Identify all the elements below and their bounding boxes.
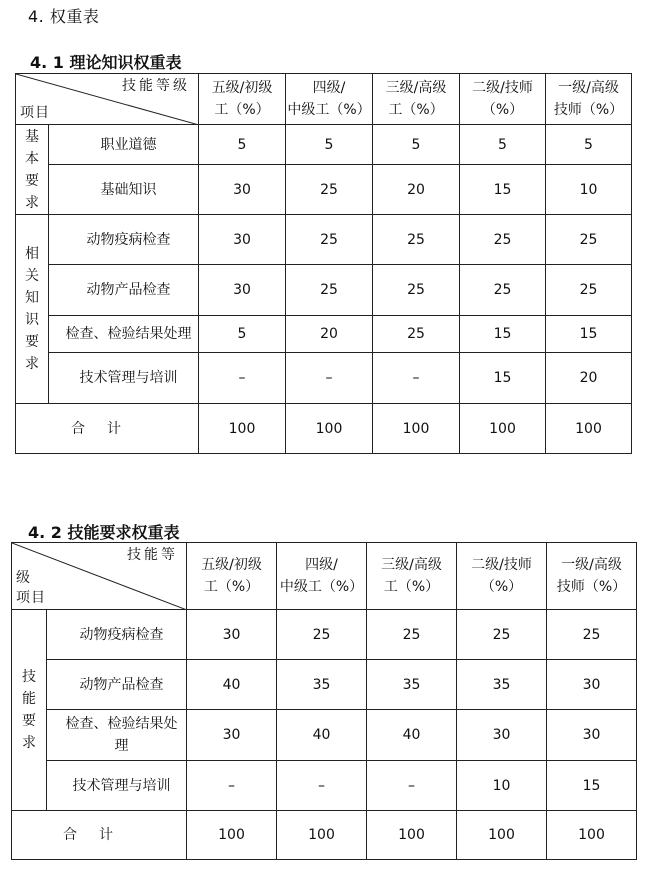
value-cell: 25 (373, 215, 460, 265)
total-cell: 100 (367, 811, 457, 860)
value-cell: 25 (373, 316, 460, 353)
table-row (12, 710, 637, 761)
value-cell: 30 (547, 660, 637, 710)
item-label: 动物疫病检查 (47, 610, 187, 660)
value-cell: 10 (546, 165, 632, 215)
level-header: 一级/高级 技师（%） (546, 74, 632, 125)
total-row (16, 404, 632, 454)
value-cell: 25 (277, 610, 367, 660)
value-cell: 40 (367, 710, 457, 761)
value-cell: 25 (457, 610, 547, 660)
value-cell: 5 (199, 316, 286, 353)
total-label: 合计 (16, 404, 199, 454)
header-row (12, 543, 637, 610)
value-cell: 25 (286, 265, 373, 316)
total-cell: 100 (457, 811, 547, 860)
value-cell: 30 (457, 710, 547, 761)
corner-cell (16, 74, 199, 125)
value-cell: 20 (373, 165, 460, 215)
total-cell: 100 (460, 404, 546, 454)
level-header: 五级/初级 工（%） (199, 74, 286, 125)
total-cell: 100 (286, 404, 373, 454)
value-cell: 25 (547, 610, 637, 660)
value-cell: 20 (286, 316, 373, 353)
header-row (16, 74, 632, 125)
corner-level-label: 技能等 (127, 547, 178, 563)
value-cell: 15 (460, 165, 546, 215)
value-cell: 25 (373, 265, 460, 316)
corner-item-label: 项目 (20, 105, 50, 121)
value-cell: 5 (286, 125, 373, 165)
total-row (12, 811, 637, 860)
item-label: 检查、检验结果处理 (49, 316, 199, 353)
value-cell: 10 (457, 761, 547, 811)
level-header: 二级/技师 （%） (460, 74, 546, 125)
value-cell: 5 (460, 125, 546, 165)
item-label: 技术管理与培训 (49, 353, 199, 404)
corner-cell (12, 543, 187, 610)
item-label: 动物产品检查 (47, 660, 187, 710)
value-cell: 15 (546, 316, 632, 353)
total-cell: 100 (373, 404, 460, 454)
value-cell: 5 (199, 125, 286, 165)
value-cell: 30 (547, 710, 637, 761)
table-row (16, 265, 632, 316)
value-cell: 25 (460, 265, 546, 316)
table-row (16, 353, 632, 404)
total-cell: 100 (199, 404, 286, 454)
value-cell: – (199, 353, 286, 404)
level-header: 四级/ 中级工（%） (286, 74, 373, 125)
item-label: 技术管理与培训 (47, 761, 187, 811)
total-cell: 100 (277, 811, 367, 860)
value-cell: 15 (460, 353, 546, 404)
item-label: 基础知识 (49, 165, 199, 215)
value-cell: – (187, 761, 277, 811)
group-label-skill: 技 能 要 求 (12, 610, 47, 811)
value-cell: 40 (277, 710, 367, 761)
group-label-related: 相 关 知 识 要 求 (16, 215, 49, 404)
value-cell: 30 (199, 215, 286, 265)
table-row (16, 165, 632, 215)
table1-title: 4. 1 理论知识权重表 (30, 53, 182, 72)
item-label: 检查、检验结果处 理 (47, 710, 187, 761)
value-cell: – (367, 761, 457, 811)
total-cell: 100 (546, 404, 632, 454)
item-label: 职业道德 (49, 125, 199, 165)
value-cell: 30 (187, 610, 277, 660)
value-cell: 30 (199, 165, 286, 215)
value-cell: 5 (546, 125, 632, 165)
level-header: 二级/技师 （%） (457, 543, 547, 610)
value-cell: 25 (546, 215, 632, 265)
value-cell: 35 (367, 660, 457, 710)
table-row (12, 610, 637, 660)
item-label: 动物产品检查 (49, 265, 199, 316)
table-row (16, 125, 632, 165)
value-cell: – (277, 761, 367, 811)
total-cell: 100 (187, 811, 277, 860)
value-cell: 35 (277, 660, 367, 710)
skill-weight-table (11, 542, 637, 860)
value-cell: 25 (460, 215, 546, 265)
section-title: 4. 权重表 (28, 7, 100, 26)
value-cell: 25 (286, 165, 373, 215)
total-label: 合计 (12, 811, 187, 860)
table-row (12, 761, 637, 811)
group-label-basic: 基 本 要 求 (16, 125, 49, 215)
value-cell: 25 (286, 215, 373, 265)
table2-title: 4. 2 技能要求权重表 (28, 523, 180, 542)
level-header: 五级/初级 工（%） (187, 543, 277, 610)
value-cell: 15 (460, 316, 546, 353)
value-cell: 30 (199, 265, 286, 316)
value-cell: 20 (546, 353, 632, 404)
corner-level-label: 技能等级 (122, 78, 190, 94)
value-cell: 5 (373, 125, 460, 165)
theory-weight-table (15, 73, 632, 454)
corner-level-label-wrap: 级 (16, 570, 30, 586)
table-row (16, 215, 632, 265)
value-cell: 15 (547, 761, 637, 811)
item-label: 动物疫病检查 (49, 215, 199, 265)
table-row (16, 316, 632, 353)
level-header: 三级/高级 工（%） (373, 74, 460, 125)
value-cell: – (373, 353, 460, 404)
value-cell: – (286, 353, 373, 404)
value-cell: 30 (187, 710, 277, 761)
value-cell: 40 (187, 660, 277, 710)
value-cell: 35 (457, 660, 547, 710)
level-header: 三级/高级 工（%） (367, 543, 457, 610)
value-cell: 25 (546, 265, 632, 316)
corner-item-label: 项目 (16, 590, 46, 606)
table-row (12, 660, 637, 710)
level-header: 一级/高级 技师（%） (547, 543, 637, 610)
level-header: 四级/ 中级工（%） (277, 543, 367, 610)
value-cell: 25 (367, 610, 457, 660)
total-cell: 100 (547, 811, 637, 860)
